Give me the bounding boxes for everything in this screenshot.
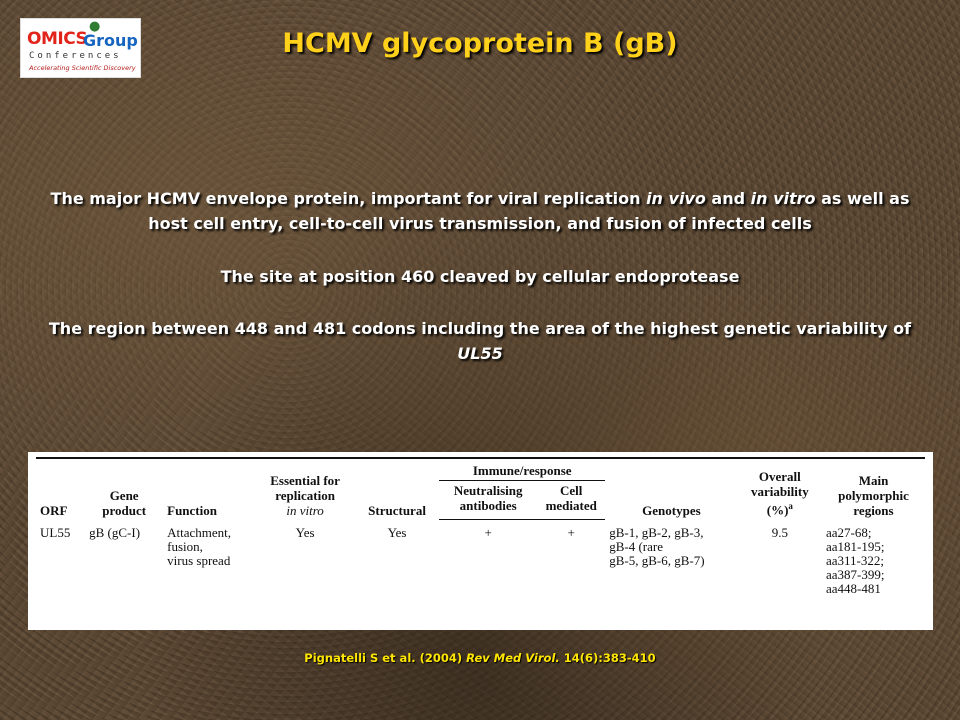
paragraph-envelope-protein xyxy=(40,186,920,236)
header-overall-l1: Overall xyxy=(758,469,801,485)
header-structural: Structural xyxy=(368,502,426,518)
citation-authors: Pignatelli S et al. (2004) xyxy=(304,651,463,665)
header-overall-variability xyxy=(738,458,822,520)
cell-overall: 9.5 xyxy=(771,524,788,540)
header-genotypes: Genotypes xyxy=(642,502,701,518)
header-gene-product: Gene product xyxy=(102,487,147,518)
paragraph-cleavage-site: The site at position 460 cleaved by cellular endoprotease xyxy=(220,267,740,286)
cell-genotypes-l1: gB-1, gB-2, gB-3, xyxy=(609,524,704,540)
gb-properties-table xyxy=(28,452,933,630)
cell-regions xyxy=(822,520,925,596)
logo-tagline: Accelerating Scientific Discovery xyxy=(29,64,136,72)
cell-function-l2: fusion, xyxy=(167,538,203,554)
cell-genotypes-l2: gB-4 (rare xyxy=(609,538,663,554)
logo-brand-blue: Group xyxy=(83,31,138,50)
cell-regions-l5: aa448-481 xyxy=(826,580,881,596)
header-essential-l1: Essential for xyxy=(270,472,340,488)
p1-italic-in-vivo: in vivo xyxy=(646,189,706,208)
header-overall-l3: (%) xyxy=(766,502,789,518)
header-overall-sup: a xyxy=(788,501,793,512)
cell-function xyxy=(163,520,255,596)
header-neutralising: Neutralising antibodies xyxy=(439,481,537,520)
logo-person-icon: ● xyxy=(89,19,101,34)
cell-genotypes xyxy=(605,520,737,596)
header-cell-mediated: Cell mediated xyxy=(537,481,605,520)
cell-neutralising: + xyxy=(484,525,492,540)
citation xyxy=(0,651,960,665)
cell-cell-mediated: + xyxy=(567,525,575,540)
slide-title: HCMV glycoprotein B (gB) xyxy=(282,28,678,59)
p3-text: The region between 448 and 481 codons including the area of the highest genetic variability of xyxy=(48,319,912,338)
header-function: Function xyxy=(167,502,217,518)
cell-regions-l1: aa27-68; xyxy=(826,524,872,540)
p1-text-a: The major HCMV envelope protein, important for viral replication xyxy=(50,189,647,208)
cell-regions-l4: aa387-399; xyxy=(826,566,885,582)
cell-function-l3: virus spread xyxy=(167,552,231,568)
cell-function-l1: Attachment, xyxy=(167,524,232,540)
cell-structural: Yes xyxy=(387,524,407,540)
citation-volume: 14(6):383-410 xyxy=(563,651,656,665)
citation-journal: Rev Med Virol. xyxy=(466,651,560,665)
header-immune-response: Immune/response xyxy=(439,458,605,481)
cell-regions-l2: aa181-195; xyxy=(826,538,885,554)
cell-genotypes-l3: gB-5, gB-6, gB-7) xyxy=(609,552,705,568)
p1-text-b: and xyxy=(705,189,751,208)
p1-text-c: as well as host cell entry, cell-to-cell virus transmission, and fusion of infected cells xyxy=(148,189,910,233)
cell-essential: Yes xyxy=(295,524,315,540)
cell-orf: UL55 xyxy=(40,524,71,540)
p1-italic-in-vitro: in vitro xyxy=(750,189,816,208)
table-row xyxy=(36,520,925,596)
header-essential-l2: replication xyxy=(275,487,335,503)
logo-brand-red: OMICS xyxy=(27,29,88,49)
cell-regions-l3: aa311-322; xyxy=(826,552,884,568)
header-essential-l3: in vitro xyxy=(286,502,324,518)
header-orf: ORF xyxy=(40,502,68,518)
header-essential xyxy=(255,458,355,520)
cell-gene-product: gB (gC-I) xyxy=(89,524,141,540)
header-overall-l2: variability xyxy=(750,484,809,500)
logo-conferences: Conferences xyxy=(29,51,122,61)
header-main-polymorphic: Main polymorphic regions xyxy=(838,472,909,518)
paragraph-variability-region xyxy=(40,316,920,366)
p3-italic-ul55: UL55 xyxy=(457,344,503,363)
